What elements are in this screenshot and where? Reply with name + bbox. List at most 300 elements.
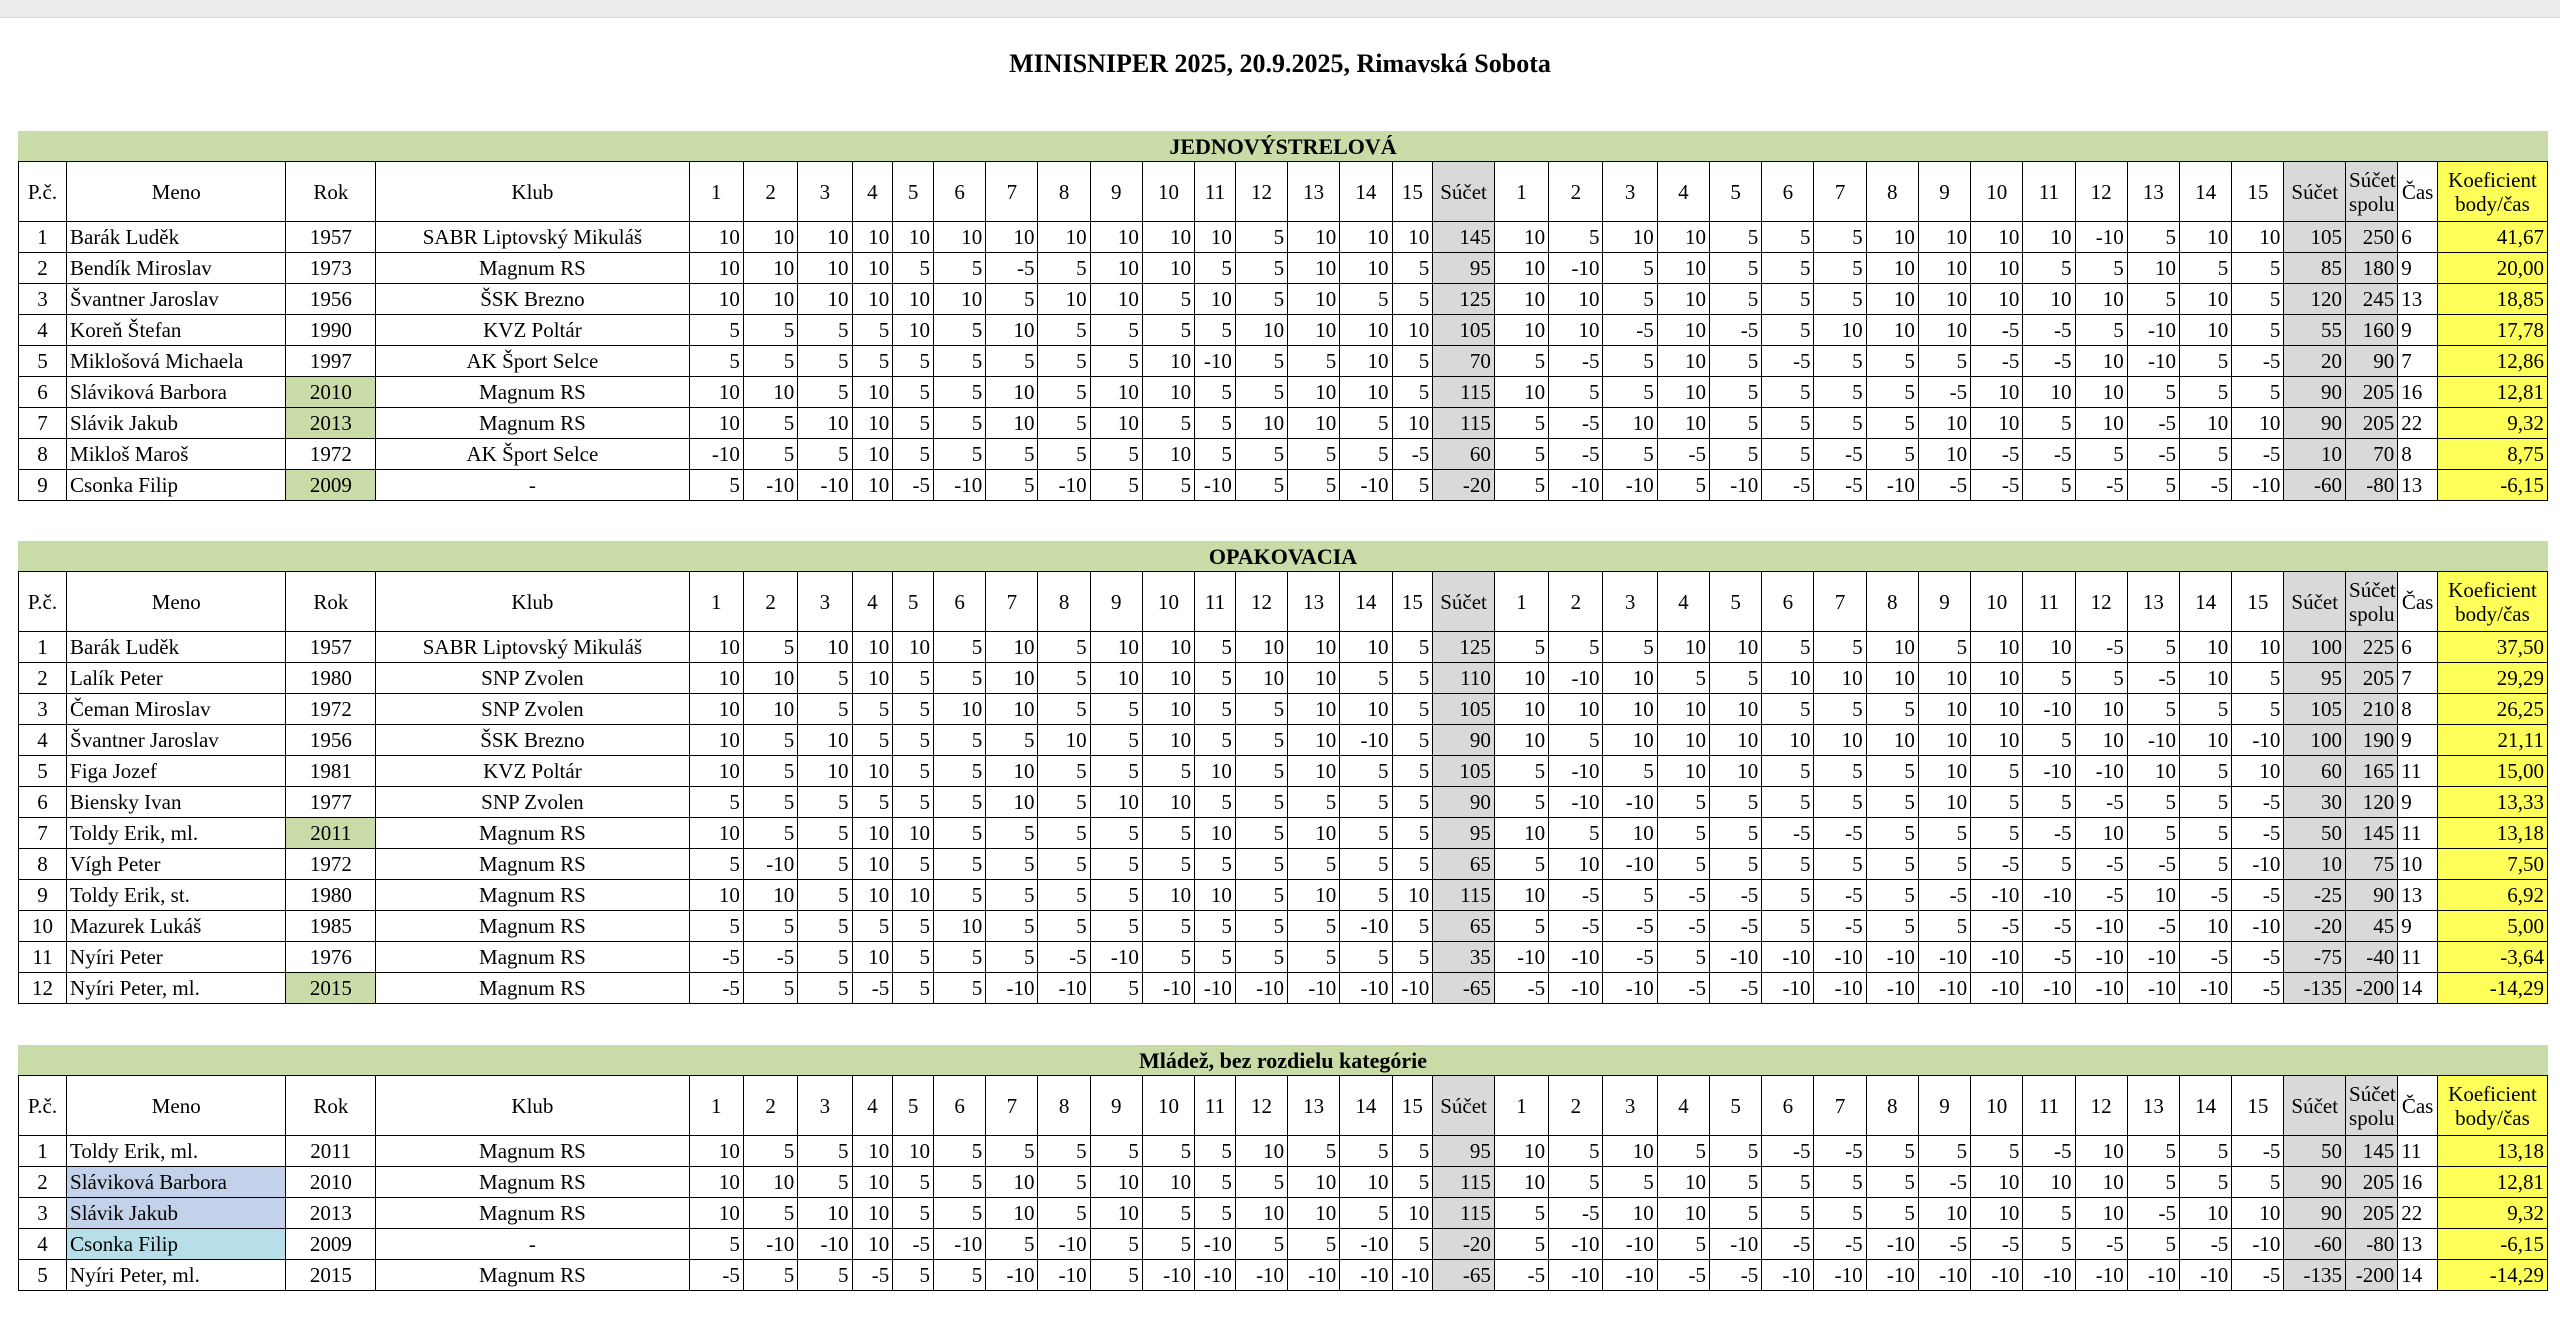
subtotal-1-cell: 95 <box>1433 1136 1495 1167</box>
score-cell: 10 <box>1142 253 1194 284</box>
time-cell: 6 <box>2398 632 2438 663</box>
score-cell: 10 <box>1603 725 1657 756</box>
score-cell: 5 <box>1288 346 1340 377</box>
header-koeficient <box>2437 162 2547 222</box>
score-cell: -10 <box>1918 973 1970 1004</box>
score-cell: 5 <box>2075 315 2127 346</box>
score-cell: -10 <box>2075 222 2127 253</box>
score-cell: 5 <box>1762 253 1814 284</box>
score-cell: 10 <box>1971 377 2023 408</box>
header-meno: Meno <box>67 162 286 222</box>
score-cell: -10 <box>1195 973 1236 1004</box>
score-cell: 10 <box>1971 284 2023 315</box>
club-cell: AK Šport Selce <box>376 439 689 470</box>
subtotal-1-cell: 90 <box>1433 725 1495 756</box>
header-cas: Čas <box>2398 162 2438 222</box>
year-cell: 1980 <box>286 880 376 911</box>
coefficient-cell: 5,00 <box>2437 911 2547 942</box>
section-mladez <box>18 1045 2548 1291</box>
score-cell: 5 <box>1090 880 1142 911</box>
name-cell: Slávik Jakub <box>67 408 286 439</box>
table-row <box>19 663 2548 694</box>
time-cell: 9 <box>2398 911 2438 942</box>
table-row <box>19 1198 2548 1229</box>
club-cell: Magnum RS <box>376 911 689 942</box>
table-row <box>19 253 2548 284</box>
score-cell: 5 <box>743 346 797 377</box>
score-cell: -10 <box>2179 1260 2231 1291</box>
score-cell: 10 <box>1971 725 2023 756</box>
score-cell: 10 <box>1195 880 1236 911</box>
score-cell: -5 <box>1971 849 2023 880</box>
score-cell: 5 <box>893 253 934 284</box>
score-cell: 10 <box>689 284 743 315</box>
score-cell: 10 <box>852 1198 893 1229</box>
header-sucet-spolu <box>2346 1076 2398 1136</box>
score-cell: 5 <box>934 1260 986 1291</box>
header-row <box>19 162 2548 222</box>
score-cell: 5 <box>1038 880 1090 911</box>
score-cell: 5 <box>1195 787 1236 818</box>
score-cell: 10 <box>986 315 1038 346</box>
score-cell: 10 <box>1195 756 1236 787</box>
score-cell: 10 <box>1866 222 1918 253</box>
score-cell: 10 <box>1918 408 1970 439</box>
score-cell: 5 <box>934 663 986 694</box>
coefficient-cell: 8,75 <box>2437 439 2547 470</box>
table-row <box>19 942 2548 973</box>
score-cell: 5 <box>798 880 852 911</box>
score-cell: -10 <box>1038 470 1090 501</box>
header-round2-11: 11 <box>2023 1076 2075 1136</box>
subtotal-1-cell: 125 <box>1433 632 1495 663</box>
table-row <box>19 694 2548 725</box>
subtotal-1-cell: 35 <box>1433 942 1495 973</box>
score-cell: 5 <box>1710 1198 1762 1229</box>
score-cell: -5 <box>1814 880 1866 911</box>
score-cell: 10 <box>1142 346 1194 377</box>
score-cell: 10 <box>798 408 852 439</box>
score-cell: 5 <box>1866 1136 1918 1167</box>
score-cell: -10 <box>1866 942 1918 973</box>
score-cell: -5 <box>1603 942 1657 973</box>
score-cell: -10 <box>2075 1260 2127 1291</box>
score-cell: 5 <box>1762 408 1814 439</box>
score-cell: 5 <box>1195 632 1236 663</box>
header-round2-7: 7 <box>1814 1076 1866 1136</box>
score-cell: -10 <box>934 1229 986 1260</box>
score-cell: 10 <box>1288 222 1340 253</box>
score-cell: 10 <box>1288 756 1340 787</box>
score-cell: 5 <box>1866 346 1918 377</box>
score-cell: 5 <box>1195 942 1236 973</box>
score-cell: 10 <box>852 377 893 408</box>
coefficient-cell: 15,00 <box>2437 756 2547 787</box>
score-cell: -10 <box>1918 942 1970 973</box>
score-cell: 10 <box>1971 1167 2023 1198</box>
score-cell: 10 <box>1288 663 1340 694</box>
score-cell: -10 <box>1866 973 1918 1004</box>
score-cell: -10 <box>1549 1229 1603 1260</box>
score-cell: 10 <box>2179 222 2231 253</box>
score-cell: 10 <box>1657 284 1709 315</box>
coefficient-cell: 7,50 <box>2437 849 2547 880</box>
score-cell: -5 <box>1918 377 1970 408</box>
score-cell: 10 <box>1090 408 1142 439</box>
score-cell: -5 <box>1762 818 1814 849</box>
score-cell: -5 <box>2127 1198 2179 1229</box>
total-cell: 205 <box>2346 408 2398 439</box>
year-cell: 1990 <box>286 315 376 346</box>
subtotal-2-cell: 60 <box>2284 756 2346 787</box>
score-cell: 10 <box>689 694 743 725</box>
score-cell: 5 <box>1866 408 1918 439</box>
header-round2-6: 6 <box>1762 162 1814 222</box>
score-cell: -5 <box>2127 439 2179 470</box>
score-cell: -10 <box>1549 756 1603 787</box>
score-cell: 5 <box>893 725 934 756</box>
score-cell: 5 <box>893 377 934 408</box>
score-cell: 10 <box>1288 315 1340 346</box>
score-cell: 10 <box>1657 725 1709 756</box>
year-cell: 1985 <box>286 911 376 942</box>
score-cell: 10 <box>743 663 797 694</box>
time-cell: 11 <box>2398 942 2438 973</box>
section-title: Mládež, bez rozdielu kategórie <box>18 1045 2548 1075</box>
score-cell: -5 <box>1762 1229 1814 1260</box>
score-cell: 5 <box>1814 1198 1866 1229</box>
subtotal-2-cell: 120 <box>2284 284 2346 315</box>
score-cell: 5 <box>1195 725 1236 756</box>
score-cell: 5 <box>1038 756 1090 787</box>
club-cell: SABR Liptovský Mikuláš <box>376 632 689 663</box>
score-cell: 5 <box>1288 942 1340 973</box>
header-round-8: 8 <box>1038 572 1090 632</box>
score-cell: 5 <box>1288 1229 1340 1260</box>
header-round2-13: 13 <box>2127 162 2179 222</box>
score-cell: 5 <box>986 1229 1038 1260</box>
score-cell: 5 <box>1494 1198 1548 1229</box>
total-cell: 190 <box>2346 725 2398 756</box>
table-row <box>19 632 2548 663</box>
score-cell: -5 <box>852 973 893 1004</box>
score-cell: 10 <box>852 756 893 787</box>
score-cell: 5 <box>2179 346 2231 377</box>
score-cell: 10 <box>934 222 986 253</box>
score-cell: -5 <box>1549 346 1603 377</box>
score-cell: 5 <box>2179 377 2231 408</box>
score-cell: -5 <box>2075 632 2127 663</box>
score-cell: 10 <box>1288 377 1340 408</box>
score-cell: 5 <box>1918 632 1970 663</box>
subtotal-1-cell: 110 <box>1433 663 1495 694</box>
score-cell: -5 <box>689 942 743 973</box>
score-cell: -10 <box>1235 973 1287 1004</box>
score-cell: 10 <box>2075 408 2127 439</box>
header-rok: Rok <box>286 572 376 632</box>
score-cell: 5 <box>1710 663 1762 694</box>
header-sucet-spolu-line1: Súčet <box>2349 167 2396 192</box>
score-cell: 10 <box>1657 253 1709 284</box>
score-cell: 5 <box>1392 787 1433 818</box>
score-cell: -10 <box>1549 973 1603 1004</box>
score-cell: 10 <box>2023 222 2075 253</box>
score-cell: 5 <box>2127 694 2179 725</box>
score-cell: 10 <box>1340 222 1392 253</box>
header-round-15: 15 <box>1392 572 1433 632</box>
score-cell: 10 <box>1971 1198 2023 1229</box>
score-cell: 5 <box>1762 222 1814 253</box>
header-round-12: 12 <box>1235 162 1287 222</box>
table-row <box>19 818 2548 849</box>
total-cell: 250 <box>2346 222 2398 253</box>
score-cell: 5 <box>2179 787 2231 818</box>
coefficient-cell: -6,15 <box>2437 1229 2547 1260</box>
score-cell: 5 <box>1392 725 1433 756</box>
score-cell: 5 <box>1814 1167 1866 1198</box>
score-cell: -10 <box>1762 942 1814 973</box>
score-cell: 5 <box>1038 632 1090 663</box>
name-cell: Nyíri Peter, ml. <box>67 973 286 1004</box>
score-cell: 10 <box>1340 632 1392 663</box>
score-cell: 5 <box>2023 1198 2075 1229</box>
score-cell: -10 <box>743 1229 797 1260</box>
score-cell: 5 <box>893 1260 934 1291</box>
table-row <box>19 377 2548 408</box>
year-cell: 1981 <box>286 756 376 787</box>
header-koeficient-line1: Koeficient <box>2448 1081 2537 1106</box>
score-cell: 5 <box>2179 253 2231 284</box>
score-cell: 5 <box>1494 470 1548 501</box>
score-cell: 5 <box>1762 315 1814 346</box>
score-cell: 10 <box>1195 222 1236 253</box>
club-cell: Magnum RS <box>376 818 689 849</box>
score-cell: 10 <box>1710 725 1762 756</box>
header-round2-10: 10 <box>1971 162 2023 222</box>
coefficient-cell: 37,50 <box>2437 632 2547 663</box>
score-cell: 10 <box>1971 222 2023 253</box>
score-cell: 10 <box>1918 694 1970 725</box>
score-cell: -10 <box>2075 756 2127 787</box>
score-cell: 5 <box>1142 408 1194 439</box>
score-cell: 5 <box>798 1260 852 1291</box>
score-cell: 10 <box>1142 725 1194 756</box>
score-cell: 5 <box>1340 439 1392 470</box>
time-cell: 9 <box>2398 725 2438 756</box>
score-cell: 10 <box>1866 632 1918 663</box>
score-cell: 5 <box>1090 346 1142 377</box>
score-cell: 5 <box>1657 470 1709 501</box>
score-cell: -5 <box>1971 315 2023 346</box>
score-cell: 10 <box>689 663 743 694</box>
score-cell: 5 <box>1866 377 1918 408</box>
score-cell: -5 <box>893 1229 934 1260</box>
score-cell: 5 <box>1038 439 1090 470</box>
club-cell: Magnum RS <box>376 942 689 973</box>
score-cell: 5 <box>1494 756 1548 787</box>
score-cell: 5 <box>2232 284 2284 315</box>
time-cell: 14 <box>2398 1260 2438 1291</box>
score-cell: 5 <box>934 408 986 439</box>
table-row <box>19 222 2548 253</box>
score-cell: 5 <box>1392 942 1433 973</box>
score-cell: 5 <box>1038 818 1090 849</box>
score-cell: 10 <box>893 880 934 911</box>
score-cell: 5 <box>1195 315 1236 346</box>
score-cell: -5 <box>1918 470 1970 501</box>
year-cell: 2010 <box>286 1167 376 1198</box>
total-cell: 205 <box>2346 377 2398 408</box>
score-cell: 5 <box>2179 849 2231 880</box>
header-round2-6: 6 <box>1762 1076 1814 1136</box>
score-cell: 10 <box>1090 253 1142 284</box>
score-cell: 5 <box>1814 632 1866 663</box>
rank-cell: 7 <box>19 818 67 849</box>
score-cell: -5 <box>1710 911 1762 942</box>
score-cell: 10 <box>798 632 852 663</box>
header-round2-13: 13 <box>2127 572 2179 632</box>
score-cell: 5 <box>798 849 852 880</box>
header-round-12: 12 <box>1235 572 1287 632</box>
header-round-9: 9 <box>1090 572 1142 632</box>
score-cell: 10 <box>1814 663 1866 694</box>
score-cell: 5 <box>1195 439 1236 470</box>
score-cell: 10 <box>2023 1167 2075 1198</box>
name-cell: Koreň Štefan <box>67 315 286 346</box>
score-cell: -10 <box>1340 973 1392 1004</box>
table-row <box>19 911 2548 942</box>
score-cell: 5 <box>1762 1167 1814 1198</box>
score-cell: 10 <box>689 408 743 439</box>
score-cell: 5 <box>1142 818 1194 849</box>
score-cell: 10 <box>1195 818 1236 849</box>
score-cell: 10 <box>798 1198 852 1229</box>
coefficient-cell: 13,33 <box>2437 787 2547 818</box>
header-klub: Klub <box>376 162 689 222</box>
score-cell: 5 <box>1195 1167 1236 1198</box>
score-cell: 5 <box>1657 849 1709 880</box>
score-cell: 5 <box>893 849 934 880</box>
score-cell: 5 <box>2127 787 2179 818</box>
score-cell: -5 <box>2075 1229 2127 1260</box>
section-title: OPAKOVACIA <box>18 541 2548 571</box>
score-cell: -10 <box>2179 973 2231 1004</box>
score-cell: 10 <box>798 222 852 253</box>
score-cell: -5 <box>1549 880 1603 911</box>
score-cell: 5 <box>986 725 1038 756</box>
score-cell: 5 <box>2179 439 2231 470</box>
score-cell: 10 <box>986 377 1038 408</box>
time-cell: 16 <box>2398 1167 2438 1198</box>
score-cell: 10 <box>1090 1198 1142 1229</box>
score-cell: 10 <box>1288 1167 1340 1198</box>
section-opakovacia <box>18 541 2548 1004</box>
header-round2-9: 9 <box>1918 572 1970 632</box>
score-cell: -10 <box>1549 942 1603 973</box>
header-sucet-2: Súčet <box>2284 162 2346 222</box>
score-cell: 10 <box>934 284 986 315</box>
score-cell: -5 <box>1918 1229 1970 1260</box>
score-cell: 5 <box>1340 1136 1392 1167</box>
score-cell: 5 <box>1494 346 1548 377</box>
score-cell: -10 <box>1814 1260 1866 1291</box>
header-round2-9: 9 <box>1918 1076 1970 1136</box>
score-cell: -10 <box>2075 973 2127 1004</box>
score-cell: 5 <box>1392 632 1433 663</box>
score-cell: 5 <box>1038 787 1090 818</box>
score-cell: 10 <box>1814 725 1866 756</box>
score-cell: 10 <box>2075 694 2127 725</box>
rank-cell: 5 <box>19 756 67 787</box>
score-cell: 5 <box>1142 1198 1194 1229</box>
score-cell: 10 <box>1288 408 1340 439</box>
score-cell: 5 <box>934 439 986 470</box>
score-cell: 10 <box>1603 818 1657 849</box>
score-cell: 10 <box>1710 756 1762 787</box>
score-cell: 5 <box>743 911 797 942</box>
score-cell: 5 <box>1235 756 1287 787</box>
header-round2-5: 5 <box>1710 572 1762 632</box>
score-cell: 5 <box>1038 849 1090 880</box>
score-cell: 5 <box>1494 408 1548 439</box>
score-cell: 10 <box>1603 694 1657 725</box>
score-cell: 10 <box>986 694 1038 725</box>
score-cell: 10 <box>1918 663 1970 694</box>
club-cell: SNP Zvolen <box>376 663 689 694</box>
score-cell: 5 <box>1038 663 1090 694</box>
score-cell: 10 <box>1392 408 1433 439</box>
header-koeficient-line2: body/čas <box>2455 191 2530 216</box>
score-cell: 5 <box>2127 284 2179 315</box>
score-cell: -10 <box>1603 1229 1657 1260</box>
subtotal-1-cell: 145 <box>1433 222 1495 253</box>
score-cell: -10 <box>1142 973 1194 1004</box>
score-cell: 5 <box>1762 849 1814 880</box>
score-cell: 5 <box>2023 849 2075 880</box>
subtotal-2-cell: 105 <box>2284 222 2346 253</box>
total-cell: 45 <box>2346 911 2398 942</box>
rank-cell: 5 <box>19 346 67 377</box>
score-cell: 5 <box>893 973 934 1004</box>
score-cell: -5 <box>1038 942 1090 973</box>
header-round-5: 5 <box>893 572 934 632</box>
total-cell: 160 <box>2346 315 2398 346</box>
header-sucet-spolu-line1: Súčet <box>2349 577 2396 602</box>
score-cell: 5 <box>1710 818 1762 849</box>
year-cell: 2013 <box>286 1198 376 1229</box>
score-cell: 5 <box>2179 1167 2231 1198</box>
score-cell: 5 <box>1762 911 1814 942</box>
score-cell: -10 <box>1340 470 1392 501</box>
score-cell: 10 <box>1235 632 1287 663</box>
time-cell: 22 <box>2398 1198 2438 1229</box>
score-cell: 5 <box>1603 1167 1657 1198</box>
score-cell: 10 <box>1142 222 1194 253</box>
score-cell: 5 <box>2127 818 2179 849</box>
score-cell: 10 <box>852 1136 893 1167</box>
header-round-5: 5 <box>893 1076 934 1136</box>
subtotal-1-cell: 95 <box>1433 818 1495 849</box>
score-cell: 5 <box>986 1136 1038 1167</box>
score-cell: 5 <box>1762 284 1814 315</box>
subtotal-2-cell: -60 <box>2284 1229 2346 1260</box>
score-cell: -5 <box>689 1260 743 1291</box>
score-cell: 5 <box>1038 315 1090 346</box>
score-cell: 5 <box>893 408 934 439</box>
header-round-4: 4 <box>852 162 893 222</box>
score-cell: 10 <box>1090 632 1142 663</box>
score-cell: 5 <box>1392 346 1433 377</box>
